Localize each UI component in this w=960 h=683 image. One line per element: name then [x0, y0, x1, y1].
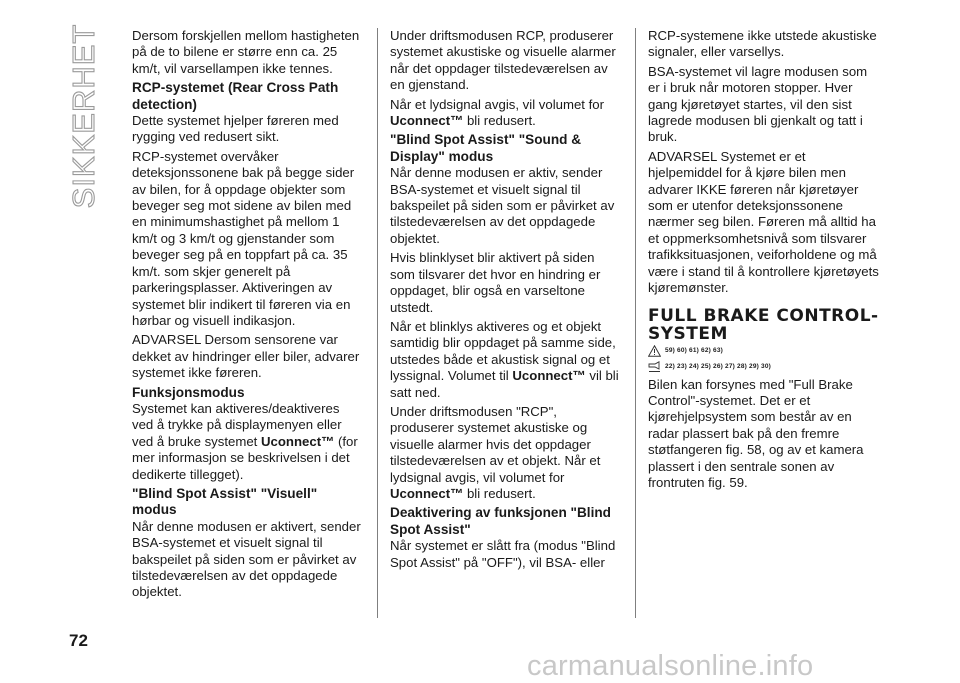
- warning-paragraph: ADVARSEL Systemet er et hjelpemiddel for å kjøre bilen men advarer IKKE føreren når kjøretøyer som er utenfor deteksjonssonene nærmer seg bilen. Føreren må alltid ha et oppmerksomhetsnivå som tilsvarer trafikksituasjonen, veiforholdene og må være i stand til å kontrollere kjøretøyets kjøremønster.: [648, 148, 879, 296]
- paragraph: Dersom forskjellen mellom hastigheten på de to bilene er større enn ca. 25 km/t, vil varsellampen ikke tennes.: [132, 28, 360, 76]
- heading-visual-mode: "Blind Spot Assist" "Visuell" modus: [132, 485, 318, 518]
- heading-function-mode: Funksjonsmodus: [132, 384, 245, 400]
- section-title: SIKKERHET: [66, 23, 101, 208]
- warning-paragraph: ADVARSEL Dersom sensorene var dekket av hindringer eller biler, advarer systemet ikke føreren.: [132, 332, 360, 381]
- paragraph: Dette systemet hjelper føreren med rygging ved redusert sikt.: [132, 113, 339, 145]
- watermark: carmanualsonline.info: [527, 650, 814, 682]
- note-references: [648, 361, 880, 373]
- warning-references: [648, 345, 880, 357]
- heading-sound-display-mode: "Blind Spot Assist" "Sound & Display" modus: [390, 132, 582, 164]
- heading-rcp-system: RCP-systemet (Rear Cross Path detection): [132, 80, 339, 112]
- paragraph: Under driftsmodusen "RCP", produserer systemet akustiske og visuelle alarmer hvis det oppdager tilstedeværelsen av et objekt. Når et lydsignal avgis, vil volumet for Uconnect™ bli redusert.: [390, 403, 601, 501]
- note-reference-numbers: 22) 23) 24) 25) 26) 27) 28) 29) 30): [665, 363, 771, 370]
- paragraph: Når systemet er slått fra (modus "Blind Spot Assist" på "OFF"), vil BSA- eller: [390, 538, 616, 570]
- brand-name: Uconnect™: [512, 368, 586, 384]
- column-divider: [635, 28, 636, 618]
- paragraph: Hvis blinklyset blir aktivert på siden som tilsvarer det hvor en hindring er oppdaget, blir også en varseltone utstedt.: [390, 250, 601, 315]
- paragraph: Bilen kan forsynes med "Full Brake Control"-systemet. Det er et kjørehjelpsystem som består av en radar plassert bak på den fremre støtfangeren fig. 58, og av et kamera plassert i den sentrale sonen av frontruten fig. 59.: [648, 376, 864, 490]
- note-icon: [648, 361, 661, 373]
- paragraph: Under driftsmodusen RCP, produserer systemet akustiske og visuelle alarmer når det oppdager tilstedeværelsen av en gjenstand.: [390, 28, 616, 93]
- paragraph: RCP-systemene ikke utstede akustiske signaler, eller varsellys.: [648, 28, 877, 60]
- warning-reference-numbers: 59) 60) 61) 62) 63): [665, 347, 723, 354]
- warning-triangle-icon: [648, 345, 661, 357]
- heading-full-brake-control: FULL BRAKE CONTROL-SYSTEM: [648, 305, 879, 344]
- paragraph: Når et lydsignal avgis, vil volumet for Uconnect™ bli redusert.: [390, 96, 605, 129]
- paragraph: BSA-systemet vil lagre modusen som er i bruk når motoren stopper. Hver gang kjøretøyet startes, vil den sist lagrede modusen bli gjenkalt og tatt i bruk.: [648, 63, 868, 145]
- page-number: 72: [69, 631, 88, 650]
- text-column-3: [648, 28, 880, 494]
- text-column-2: [390, 28, 622, 574]
- brand-name: Uconnect™: [261, 433, 335, 449]
- brand-name: Uconnect™: [390, 113, 464, 129]
- brand-name: Uconnect™: [390, 485, 464, 501]
- text-column-1: [132, 28, 364, 604]
- paragraph: Når denne modusen er aktiv, sender BSA-systemet et visuelt signal til bakspeilet på siden som er påvirket av tilstedeværelsen av det oppdagede objektet.: [390, 165, 615, 246]
- paragraph: Når et blinklys aktiveres og et objekt samtidig blir oppdaget på samme side, utstedes både et akustisk signal og et lyssignal. Volumet til Uconnect™ vil bli satt ned.: [390, 318, 619, 400]
- paragraph: Systemet kan aktiveres/deaktiveres ved å trykke på displaymenyen eller ved å bruke systemet Uconnect™ (for mer informasjon se beskrivelsen i det dedikerte tillegget).: [132, 400, 358, 482]
- paragraph: RCP-systemet overvåker deteksjonssonene bak på begge sider av bilen, for å oppdage objekter som beveger seg mot sidene av bilen med en minimumshastighet på mellom 1 km/t og 3 km/t og gjenstander som beveger seg på en toppfart på ca. 35 km/t. som skjer generelt på parkeringsplasser. Aktiveringen av systemet blir indikert til føreren via en hørbar og visuell indikasjon.: [132, 148, 355, 328]
- section-side-tab: [64, 23, 104, 208]
- heading-deactivation: Deaktivering av funksjonen "Blind Spot Assist": [390, 505, 611, 537]
- column-divider: [377, 28, 378, 618]
- paragraph: Når denne modusen er aktivert, sender BSA-systemet et visuelt signal til bakspeilet på siden som er påvirket av tilstedeværelsen av det oppdagede objektet.: [132, 518, 361, 600]
